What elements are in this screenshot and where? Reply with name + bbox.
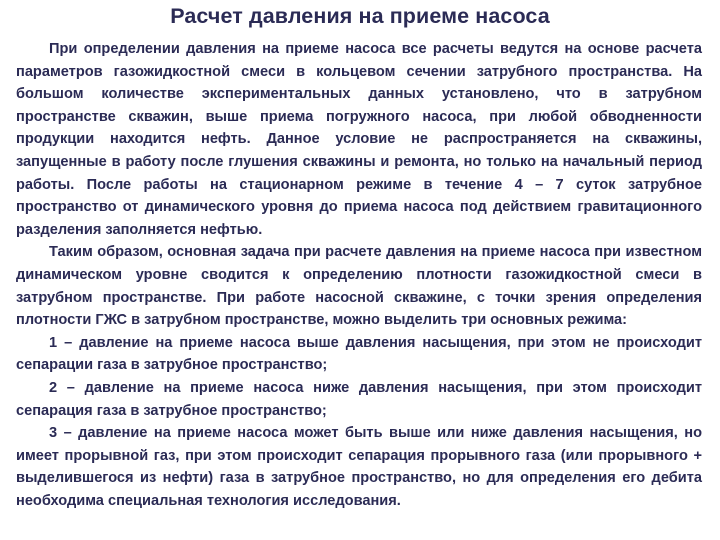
- slide-body: [16, 38, 702, 512]
- paragraph-main-task: Таким образом, основная задача при расчете давления на приеме насоса при известном динамическом уровне сводится к определению плотности газожидкостной смеси в затрубном пространстве. При работе насосной скважине, с точки зрения определения плотности ГЖС в затрубном пространстве, можно выделить три основных режима:: [16, 244, 702, 329]
- slide-title: Расчет давления на приеме насоса: [170, 4, 550, 28]
- mode-item-1: 1 – давление на приеме насоса выше давления насыщения, при этом не происходит сепарации газа в затрубное пространство;: [16, 334, 702, 374]
- mode-item-3: 3 – давление на приеме насоса может быть выше или ниже давления насыщения, но имеет прорывной газ, при этом происходит сепарация прорывного газа (или прорывного + выделившегося из нефти) газа в затрубное пространство, но для определения его дебита необходима специальная технология исследования.: [16, 425, 702, 509]
- mode-item-2: 2 – давление на приеме насоса ниже давления насыщения, при этом происходит сепарация газа в затрубное пространство;: [16, 379, 702, 419]
- paragraph-intro: При определении давления на приеме насоса все расчеты ведутся на основе расчета параметров газожидкостной смеси в кольцевом сечении затрубного пространства. На большом количестве экспериментальных данных установлено, что в затрубном пространстве скважин, выше приема погружного насоса, при любой обводненности продукции находится нефть. Данное условие не распространяется на скважины, запущенные в работу после глушения скважины и ремонта, но только на начальный период работы. После работы на стационарном режиме в течение 4 – 7 суток затрубное пространство от динамического уровня до приема насоса под действием гравитационного разделения заполняется нефтью.: [16, 41, 702, 238]
